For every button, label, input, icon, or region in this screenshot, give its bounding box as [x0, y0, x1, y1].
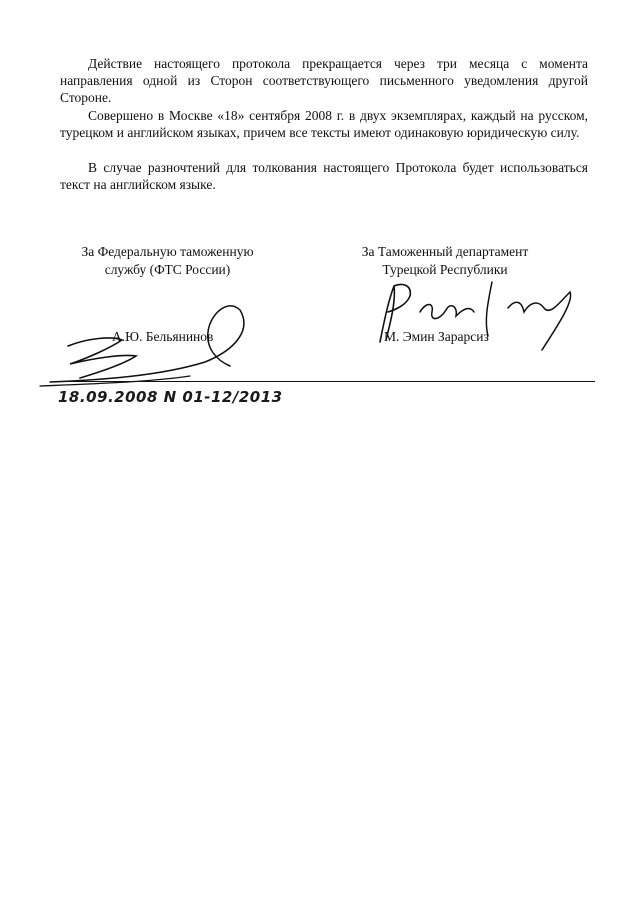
registration-stamp: 18.09.2008 N 01-12/2013 — [58, 388, 283, 406]
right-org-line-2: Турецкой Республики — [382, 262, 508, 277]
right-org-line-1: За Таможенный департамент — [361, 244, 529, 259]
right-handwritten-signature — [360, 272, 590, 352]
paragraph-discrepancies: В случае разночтений для толкования настоящего Протокола будет использоваться текст на английском языке. — [60, 160, 588, 192]
right-signatory-name: М. Эмин Зарарсиз — [384, 329, 489, 344]
signature-divider-line — [58, 381, 595, 382]
left-signatory-name: А.Ю. Бельянинов — [112, 329, 214, 344]
paragraph-termination: Действие настоящего протокола прекращается через три месяца с момента направления одной из Сторон соответствующего письменного уведомления другой Стороне. — [60, 56, 588, 105]
paragraph-done-in-moscow: Совершено в Москве «18» сентября 2008 г. в двух экземплярах, каждый на русском, турецком и английском языках, причем все тексты имеют одинаковую юридическую силу. — [60, 108, 588, 140]
left-org-line-2: службу (ФТС России) — [104, 262, 231, 277]
left-signatory-organization — [40, 243, 295, 279]
left-org-line-1: За Федеральную таможенную — [81, 244, 254, 259]
left-handwritten-signature — [40, 300, 260, 390]
